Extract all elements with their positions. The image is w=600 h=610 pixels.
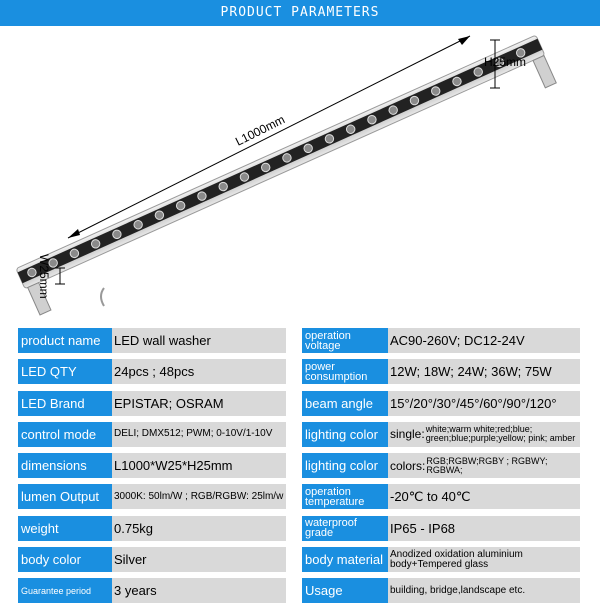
param-row — [18, 391, 580, 416]
param-label: body color — [18, 547, 112, 572]
param-value: Anodized oxidation aluminium body+Tempered glass — [388, 547, 580, 572]
wall-washer-illustration — [0, 26, 600, 326]
param-label: LED Brand — [18, 391, 112, 416]
param-row — [18, 484, 580, 509]
param-value: 3000K: 50lm/W ; RGB/RGBW: 25lm/w — [112, 484, 286, 509]
length-dim-line — [68, 36, 470, 238]
param-value: L1000*W25*H25mm — [112, 453, 286, 478]
header-banner — [0, 0, 600, 26]
param-value: 12W; 18W; 24W; 36W; 75W — [388, 359, 580, 384]
param-prefix: colors: — [390, 458, 426, 473]
param-label: operation temperature — [302, 484, 388, 509]
param-label: waterproof grade — [302, 516, 388, 541]
param-value: IP65 - IP68 — [388, 516, 580, 541]
param-value — [388, 453, 580, 478]
param-row — [18, 453, 580, 478]
param-label: control mode — [18, 422, 112, 447]
param-value: AC90-260V; DC12-24V — [388, 328, 580, 353]
param-value — [388, 422, 580, 447]
param-row — [18, 516, 580, 541]
param-label: weight — [18, 516, 112, 541]
param-value: building, bridge,landscape etc. — [388, 578, 580, 603]
lamp-body — [16, 35, 557, 316]
param-value: LED wall washer — [112, 328, 286, 353]
param-label: beam angle — [302, 391, 388, 416]
param-label: Usage — [302, 578, 388, 603]
param-row — [18, 328, 580, 353]
height-label: H25mm — [484, 55, 527, 69]
param-value: EPISTAR; OSRAM — [112, 391, 286, 416]
param-value: 3 years — [112, 578, 286, 603]
param-value: 15°/20°/30°/45°/60°/90°/120° — [388, 391, 580, 416]
param-label: lighting color — [302, 422, 388, 447]
param-row — [18, 422, 580, 447]
param-label: lumen Output — [18, 484, 112, 509]
width-label: W25mm — [37, 254, 51, 299]
param-label: body material — [302, 547, 388, 572]
param-label: dimensions — [18, 453, 112, 478]
param-value: Silver — [112, 547, 286, 572]
param-value: -20℃ to 40℃ — [388, 484, 580, 509]
param-label: product name — [18, 328, 112, 353]
param-label: LED QTY — [18, 359, 112, 384]
param-label: lighting color — [302, 453, 388, 478]
param-label: operation voltage — [302, 328, 388, 353]
param-value: DELI; DMX512; PWM; 0-10V/1-10V — [112, 422, 286, 447]
param-prefix: single: — [390, 427, 425, 442]
param-label: power consumption — [302, 359, 388, 384]
param-value: 24pcs ; 48pcs — [112, 359, 286, 384]
product-drawing — [0, 26, 600, 326]
param-value-text: white;warm white;red;blue; green;blue;purple;yellow; pink; amber — [425, 424, 576, 444]
page-title: PRODUCT PARAMETERS — [220, 5, 380, 20]
length-label: L1000mm — [233, 112, 288, 149]
param-row — [18, 359, 580, 384]
param-value-text: RGB;RGBW;RGBY ; RGBWY; RGBWA; — [426, 455, 548, 475]
param-value: 0.75kg — [112, 516, 286, 541]
parameter-table — [18, 328, 580, 610]
param-row — [18, 547, 580, 572]
param-label: Guarantee period — [18, 578, 112, 603]
